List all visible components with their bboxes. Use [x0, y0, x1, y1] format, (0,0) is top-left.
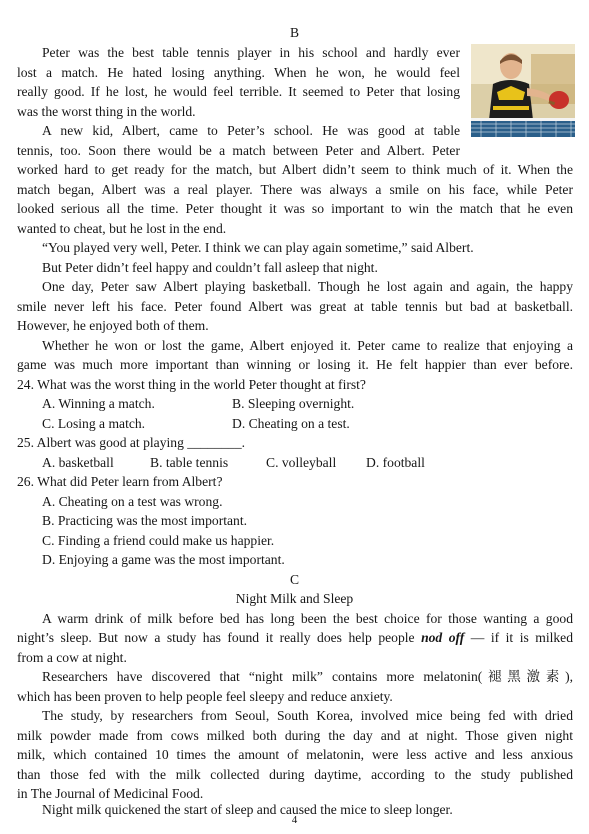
b-line-15: However, he enjoyed both of them. [17, 318, 209, 333]
c-line-9: than those fed with the milk collected during daytime, according to the study published [17, 766, 573, 782]
c-line-11: Night milk quickened the start of sleep and caused the mice to sleep longer. [42, 802, 453, 817]
q24-option-b[interactable]: B. Sleeping overnight. [232, 396, 355, 411]
b-line-4: was the worst thing in the world. [17, 103, 196, 119]
c-line-3: from a cow at night. [17, 649, 127, 665]
b-line-5: A new kid, Albert, came to Peter’s school. He was good at table [42, 123, 460, 138]
c-line-4: Researchers have discovered that “night milk” contains more melatonin(褪黑激素), [42, 669, 573, 684]
b-line-2: lost a match. He hated losing anything. When he won, he would feel [17, 64, 460, 80]
b-line-1: Peter was the best table tennis player in his school and hardly ever [42, 45, 460, 60]
q25-option-d[interactable]: D. football [366, 454, 425, 470]
c-line-5: which has been proven to help people feel sleepy and reduce anxiety. [17, 688, 393, 704]
c-line-7: milk powder made from cows milked both during the day and at night. Those given night [17, 727, 573, 743]
b-line-7: worked hard to get ready for the match, but Albert didn’t seem to think much of it. When the [17, 162, 573, 177]
c-line-10: in The Journal of Medicinal Food. [17, 786, 204, 801]
section-c-title: Night Milk and Sleep [235, 591, 354, 606]
c-line-1: A warm drink of milk before bed has long been the best choice for those wanting a good [42, 610, 573, 626]
b-line-14: smile never left his face. Peter found Albert was great at table tennis but bad at basketball. [17, 298, 573, 314]
c-line-2-end: — if it is milked [464, 630, 574, 645]
table-tennis-player-image [471, 44, 575, 137]
q26-option-b[interactable]: B. Practicing was the most important. [42, 513, 248, 528]
q25-option-b[interactable]: B. table tennis [150, 454, 229, 470]
section-c-heading: C [289, 571, 300, 587]
page-number: 4 [291, 814, 298, 826]
q25-option-a[interactable]: A. basketball [42, 454, 114, 470]
b-line-3: really good. If he lost, he would feel terrible. It seemed to Peter that losing [17, 84, 460, 99]
q26-stem: 26. What did Peter learn from Albert? [17, 474, 223, 489]
c-line-2 [17, 628, 573, 648]
b-line-12: But Peter didn’t feel happy and couldn’t fall asleep that night. [42, 259, 378, 275]
q26-option-c[interactable]: C. Finding a friend could make us happier. [42, 532, 275, 548]
q26-option-d[interactable]: D. Enjoying a game was the most important. [42, 552, 285, 567]
b-line-17: game was much more important than winning or losing it. He felt happier than ever before. [17, 357, 573, 372]
b-line-6: tennis, too. Soon there would be a match between Peter and Albert. Peter [17, 142, 460, 158]
c-line-6: The study, by researchers from Seoul, South Korea, involved mice being fed with dried [42, 708, 573, 723]
q25-stem: 25. Albert was good at playing ________. [17, 435, 246, 450]
q26-option-a[interactable]: A. Cheating on a test was wrong. [42, 493, 223, 509]
b-line-10: wanted to cheat, but he lost in the end. [17, 220, 227, 236]
section-b-heading: B [289, 25, 300, 40]
b-line-16: Whether he won or lost the game, Albert enjoyed it. Peter came to realize that enjoying a [42, 337, 573, 353]
b-line-9: looked serious all the time. Peter thought it was so important to win the match that he even [17, 201, 573, 216]
b-line-11: “You played very well, Peter. I think we can play again sometime,” said Albert. [42, 240, 474, 255]
c-line-2-start: night’s sleep. But now a study has found it really does help people [17, 630, 422, 645]
q24-stem: 24. What was the worst thing in the world Peter thought at first? [17, 376, 366, 392]
b-line-8: match began, Albert was a real player. There was always a smile on his face, while Peter [17, 181, 573, 197]
c-line-8: milk, which contained 10 times the amount of melatonin, were less active and less anxious [17, 747, 573, 762]
q24-option-a[interactable]: A. Winning a match. [42, 396, 155, 411]
photo-table-tennis-player [471, 44, 575, 137]
q25-option-c[interactable]: C. volleyball [266, 454, 337, 470]
q24-option-d[interactable]: D. Cheating on a test. [232, 415, 350, 431]
nod-off-phrase: nod off [421, 630, 465, 645]
q24-option-c[interactable]: C. Losing a match. [42, 415, 146, 431]
b-line-13: One day, Peter saw Albert playing basketball. Though he lost again and again, the happy [42, 279, 573, 294]
